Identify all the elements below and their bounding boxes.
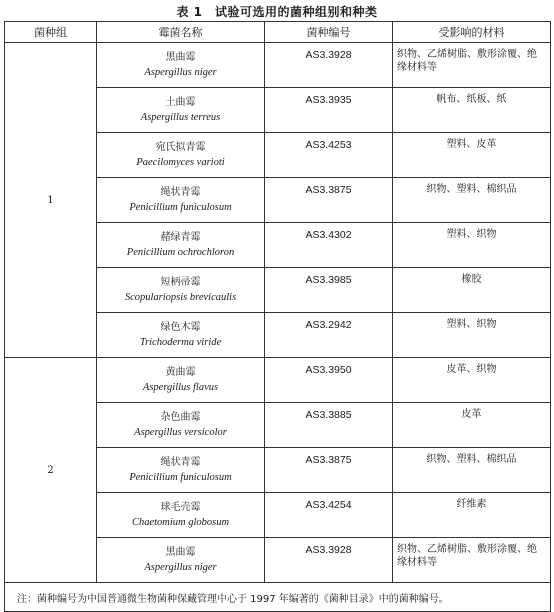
group-cell-2: 2 <box>5 358 97 583</box>
fungus-name-cell <box>97 268 265 313</box>
fungi-table <box>4 21 551 612</box>
materials-cell: 塑料、织物 <box>393 313 551 358</box>
header-strain-code: 菌种编号 <box>265 22 393 43</box>
strain-code: AS3.4302 <box>265 223 393 268</box>
materials-cell: 纤维素 <box>393 493 551 538</box>
strain-code: AS3.4254 <box>265 493 393 538</box>
materials-cell: 塑料、织物 <box>393 223 551 268</box>
materials-cell: 织物、塑料、棉织品 <box>393 178 551 223</box>
fungus-chinese-name: 宛氏拟青霉 <box>155 142 206 153</box>
fungus-latin-name: Aspergillus niger <box>144 67 217 78</box>
fungus-chinese-name: 黑曲霉 <box>165 547 196 558</box>
fungus-name-cell <box>97 43 265 88</box>
strain-code: AS3.4253 <box>265 133 393 178</box>
strain-code: AS3.3928 <box>265 43 393 88</box>
fungus-latin-name: Aspergillus flavus <box>142 382 219 393</box>
fungus-latin-name: Chaetomium globosum <box>131 517 230 528</box>
fungus-latin-name: Penicillium funiculosum <box>129 202 232 213</box>
fungus-chinese-name: 绿色木霉 <box>160 322 201 333</box>
group-cell-1: 1 <box>5 43 97 358</box>
fungus-chinese-name: 杂色曲霉 <box>160 412 201 423</box>
strain-code: AS3.3950 <box>265 358 393 403</box>
materials-cell: 织物、塑料、棉织品 <box>393 448 551 493</box>
fungus-latin-name: Penicillium ochrochloron <box>126 247 235 258</box>
fungus-chinese-name: 赭绿青霉 <box>160 232 201 243</box>
fungus-latin-name: Aspergillus versicolor <box>134 427 227 438</box>
table-title: 表 1 试验可选用的菌种组别和种类 <box>176 5 378 19</box>
header-row <box>5 22 551 43</box>
fungus-name-cell <box>97 178 265 223</box>
fungus-name-cell <box>97 223 265 268</box>
fungus-name-cell <box>97 358 265 403</box>
fungus-latin-name: Aspergillus terreus <box>140 112 221 123</box>
header-group: 菌种组 <box>5 22 97 43</box>
strain-code: AS3.3885 <box>265 403 393 448</box>
strain-code: AS3.3875 <box>265 448 393 493</box>
materials-cell: 皮革 <box>393 403 551 448</box>
fungus-chinese-name: 黄曲霉 <box>165 367 196 378</box>
materials-cell: 帆布、纸板、纸 <box>393 88 551 133</box>
fungus-chinese-name: 黑曲霉 <box>165 52 196 63</box>
materials-cell: 橡胶 <box>393 268 551 313</box>
note-row <box>5 583 551 612</box>
fungus-name-cell <box>97 133 265 178</box>
fungus-chinese-name: 绳状青霉 <box>160 457 201 468</box>
fungus-name-cell <box>97 493 265 538</box>
materials-cell: 织物、乙烯树脂、敷形涂覆、绝缘材料等 <box>393 538 551 583</box>
strain-code: AS3.3985 <box>265 268 393 313</box>
materials-cell: 织物、乙烯树脂、敷形涂覆、绝缘材料等 <box>393 43 551 88</box>
fungus-name-cell <box>97 403 265 448</box>
header-fungus-name: 霉菌名称 <box>97 22 265 43</box>
fungus-latin-name: Aspergillus niger <box>144 562 217 573</box>
strain-code: AS3.3935 <box>265 88 393 133</box>
strain-code: AS3.3928 <box>265 538 393 583</box>
fungus-latin-name: Paecilomyces varioti <box>136 157 225 168</box>
fungus-chinese-name: 短柄帚霉 <box>160 277 201 288</box>
fungus-latin-name: Trichoderma viride <box>139 337 222 348</box>
fungus-name-cell <box>97 538 265 583</box>
fungus-latin-name: Penicillium funiculosum <box>129 472 232 483</box>
fungus-chinese-name: 球毛壳霉 <box>160 502 201 513</box>
materials-cell: 塑料、皮革 <box>393 133 551 178</box>
header-materials: 受影响的材料 <box>393 22 551 43</box>
fungus-name-cell <box>97 88 265 133</box>
fungus-chinese-name: 土曲霉 <box>165 97 196 108</box>
table-row <box>5 358 551 403</box>
strain-code: AS3.2942 <box>265 313 393 358</box>
fungus-name-cell <box>97 448 265 493</box>
fungus-latin-name: Scopulariopsis brevicaulis <box>124 292 237 303</box>
table-row <box>5 43 551 88</box>
strain-code: AS3.3875 <box>265 178 393 223</box>
fungus-chinese-name: 绳状青霉 <box>160 187 201 198</box>
table-note: 注：菌种编号为中国普通微生物菌种保藏管理中心于 1997 年编著的《菌种目录》中的菌种编号。 <box>5 583 551 612</box>
fungus-name-cell <box>97 313 265 358</box>
materials-cell: 皮革、织物 <box>393 358 551 403</box>
